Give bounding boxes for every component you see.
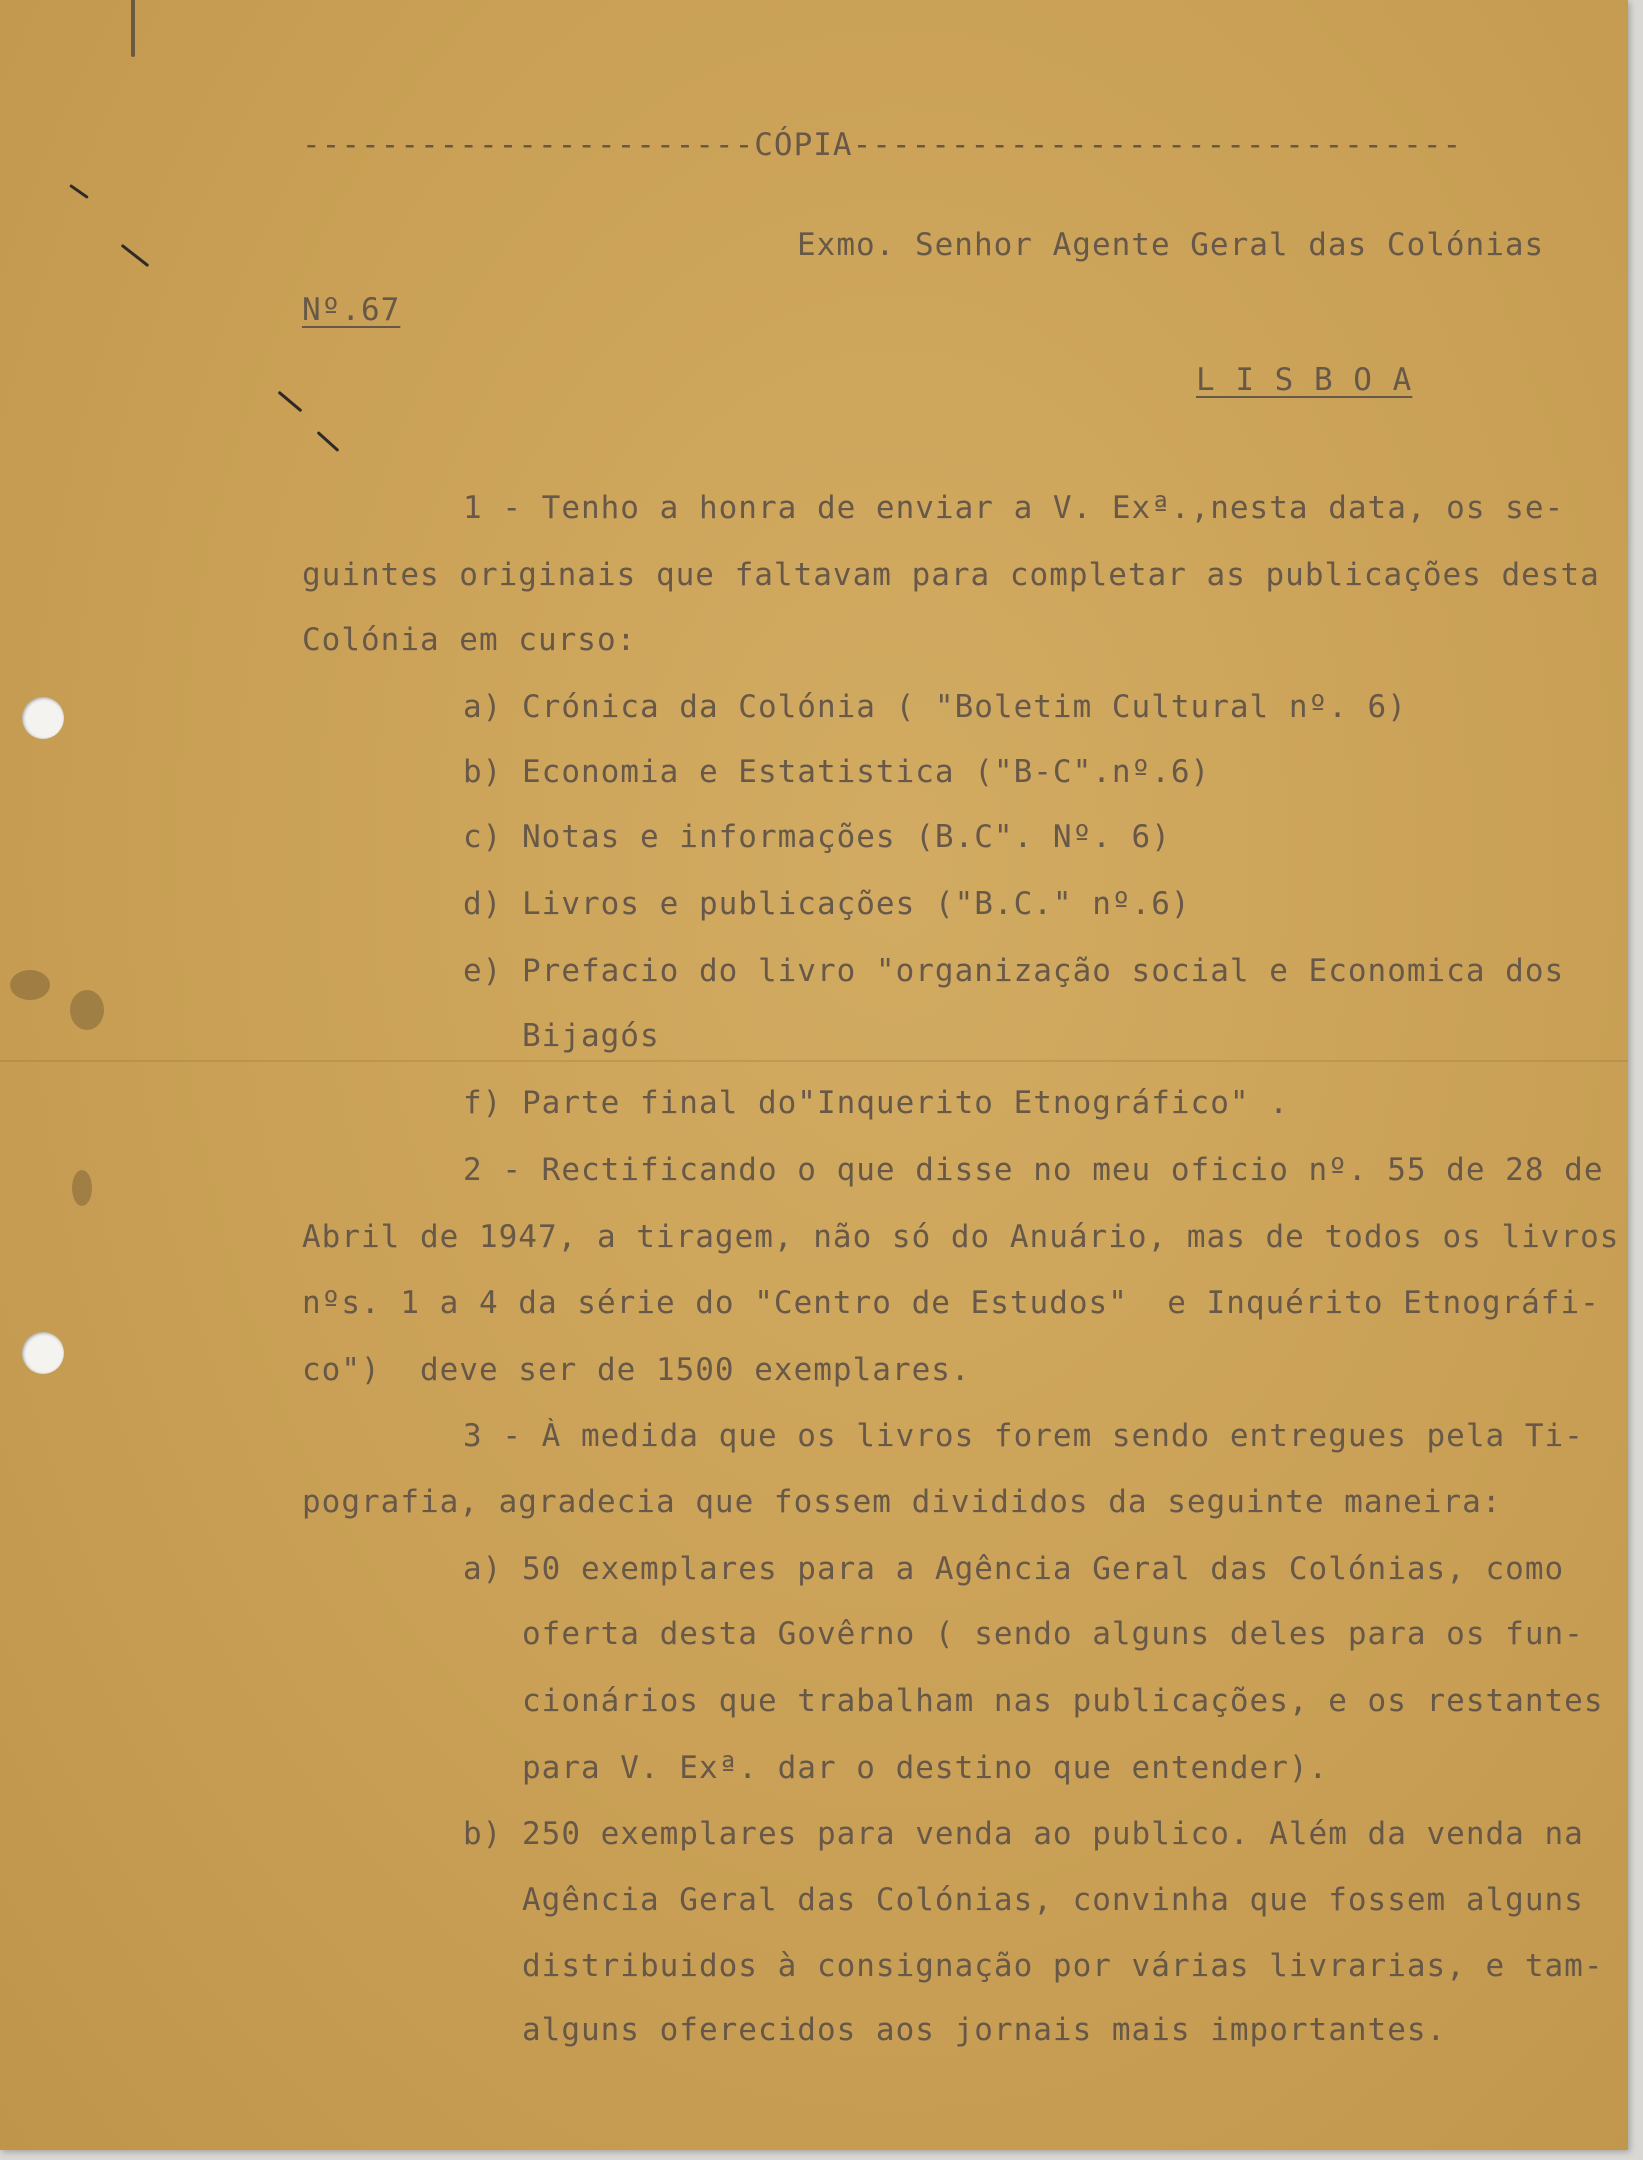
list-item: cionários que trabalham nas publicações, e os restantes: [463, 1683, 1604, 1719]
list-item: e) Prefacio do livro "organização social e Economica dos: [463, 953, 1565, 989]
punch-hole: [22, 697, 64, 739]
ink-mark: [121, 244, 150, 267]
stain: [70, 990, 104, 1030]
list-item: distribuidos à consignação por várias livrarias, e tam-: [463, 1948, 1604, 1984]
city: L I S B O A: [1196, 362, 1413, 398]
list-item: d) Livros e publicações ("B.C." nº.6): [463, 886, 1191, 922]
paragraph-3-line: 3 - À medida que os livros forem sendo entregues pela Ti-: [463, 1418, 1584, 1454]
paragraph-1-line: guintes originais que faltavam para completar as publicações desta: [302, 557, 1600, 593]
list-item: oferta desta Govêrno ( sendo alguns deles para os fun-: [463, 1616, 1584, 1652]
document-number: Nº.67: [302, 292, 401, 328]
list-item: Bijagós: [463, 1018, 660, 1054]
list-item: para V. Exª. dar o destino que entender).: [463, 1750, 1329, 1786]
staple-mark: [131, 0, 135, 57]
list-item: b) Economia e Estatistica ("B-C".nº.6): [463, 754, 1211, 790]
list-item: b) 250 exemplares para venda ao publico. Além da venda na: [463, 1816, 1584, 1852]
ink-mark: [317, 431, 340, 452]
paragraph-2-line: 2 - Rectificando o que disse no meu oficio nº. 55 de 28 de: [463, 1152, 1604, 1188]
fold-line: [0, 1060, 1628, 1062]
paragraph-2-line: nºs. 1 a 4 da série do "Centro de Estudos" e Inquérito Etnográfi-: [302, 1285, 1600, 1321]
list-item: alguns oferecidos aos jornais mais importantes.: [463, 2012, 1447, 2048]
ink-mark: [278, 391, 303, 413]
list-item: c) Notas e informações (B.C". Nº. 6): [463, 819, 1171, 855]
paragraph-1-line: 1 - Tenho a honra de enviar a V. Exª.,nesta data, os se-: [463, 490, 1565, 526]
paragraph-3-line: pografia, agradecia que fossem divididos da seguinte maneira:: [302, 1484, 1502, 1520]
paragraph-2-line: co") deve ser de 1500 exemplares.: [302, 1352, 971, 1388]
list-item: Agência Geral das Colónias, convinha que fossem alguns: [463, 1882, 1584, 1918]
list-item: f) Parte final do"Inquerito Etnográfico" .: [463, 1085, 1289, 1121]
stain: [72, 1170, 92, 1206]
ink-mark: [69, 184, 89, 199]
paragraph-2-line: Abril de 1947, a tiragem, não só do Anuário, mas de todos os livros: [302, 1219, 1620, 1255]
list-item: a) Crónica da Colónia ( "Boletim Cultural nº. 6): [463, 689, 1407, 725]
list-item: a) 50 exemplares para a Agência Geral das Colónias, como: [463, 1551, 1565, 1587]
paragraph-1-line: Colónia em curso:: [302, 622, 637, 658]
addressee: Exmo. Senhor Agente Geral das Colónias: [797, 227, 1545, 263]
copy-label: -----------------------CÓPIA-------------------------------: [302, 127, 1463, 163]
punch-hole: [22, 1332, 64, 1374]
stain: [10, 970, 50, 1000]
